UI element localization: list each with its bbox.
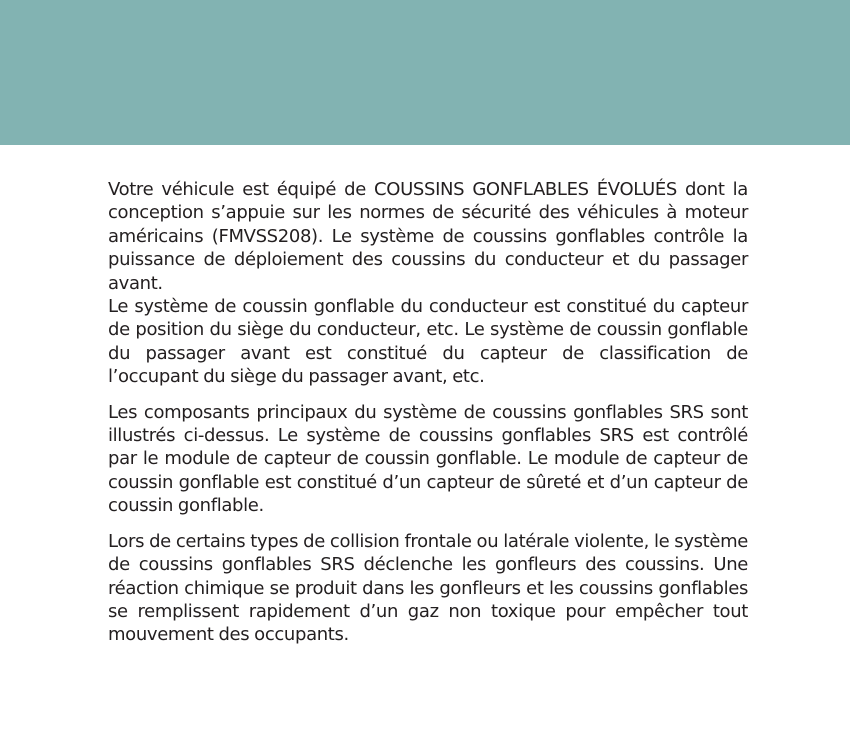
body-text xyxy=(108,178,748,647)
paragraph-srs-main-components: Les composants principaux du système de coussins gonflables SRS sont illustrés ci-dessus. Le système de coussins gonflables SRS est contrôlé par le module de capteur de coussin gonflable. Le module de capteur de coussin gonflable est constitué d’un capteur de sûreté et d’un capteur de coussin gonflable. xyxy=(108,401,748,517)
paragraph-advanced-airbags: Votre véhicule est équipé de COUSSINS GONFLABLES ÉVOLUÉS dont la conception s’appuie sur les normes de sécurité des véhicules à moteur américains (FMVSS208). Le système de coussins gonflables contrôle la puissance de déploiement des coussins du conducteur et du passager avant. xyxy=(108,179,748,294)
paragraph-collision-deployment: Lors de certains types de collision frontale ou latérale violente, le système de coussins gonflables SRS déclenche les gonfleurs des coussins. Une réaction chimique se produit dans les gonfleurs et les coussins gonflables se remplissent rapidement d’un gaz non toxique pour empêcher tout mouvement des occupants. xyxy=(108,530,748,646)
header-band xyxy=(0,0,850,145)
paragraph-airbag-system-components: Le système de coussin gonflable du conducteur est constitué du capteur de position du siège du conducteur, etc. Le système de coussin gonflable du passager avant est constitué du capteur de classification de l’occupant du siège du passager avant, etc. xyxy=(108,296,748,388)
